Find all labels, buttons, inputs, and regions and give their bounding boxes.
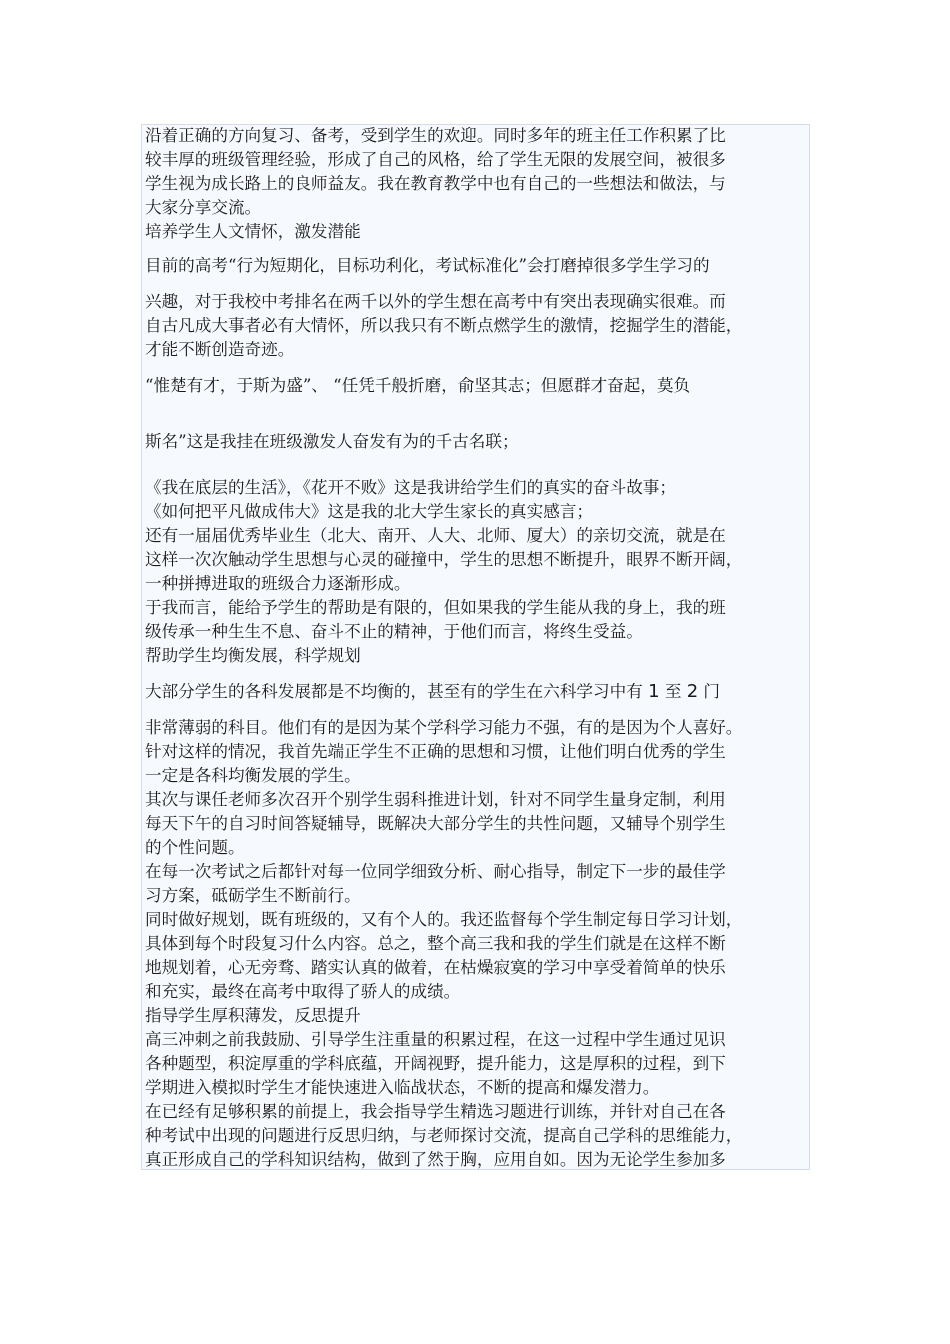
text-line: 真正形成自己的学科知识结构，做到了然于胸，应用自如。因为无论学生参加多 — [145, 1150, 726, 1169]
section-heading-balance: 帮助学生均衡发展，科学规划 — [145, 646, 361, 665]
text-line: 每天下午的自习时间答疑辅导，既解决大部分学生的共性问题，又辅导个别学生 — [145, 814, 726, 833]
text-line: 《我在底层的生活》，《花开不败》这是我讲给学生们的真实的奋斗故事； — [145, 478, 676, 497]
number-two: 2 — [686, 681, 699, 702]
text-line: 在已经有足够积累的前提上，我会指导学生精选习题进行训练，并针对自己在各 — [145, 1102, 726, 1121]
text-line: 在每一次考试之后都针对每一位同学细致分析、耐心指导，制定下一步的最佳学 — [145, 862, 726, 881]
text-line: 斯名”这是我挂在班级激发人奋发有为的千古名联； — [145, 432, 519, 451]
text-fragment: 门 — [698, 682, 721, 701]
section-heading-humanities: 培养学生人文情怀，激发潜能 — [145, 222, 361, 241]
paragraph-accumulate — [145, 1028, 817, 1172]
text-line: 级传承一种生生不息、奋斗不止的精神，于他们而言，将终生受益。 — [145, 622, 643, 641]
text-line: 才能不断创造奇迹。 — [145, 340, 295, 359]
text-line: 和充实，最终在高考中取得了骄人的成绩。 — [145, 982, 461, 1001]
text-fragment: 大部分学生的各科发展都是不均衡的，甚至有的学生在六科学习中有 — [145, 682, 649, 701]
text-line: 地规划着，心无旁骛、踏实认真的做着，在枯燥寂寞的学习中享受着简单的快乐 — [145, 958, 726, 977]
text-fragment: 至 — [659, 682, 687, 701]
text-line: 学生视为成长路上的良师益友。我在教育教学中也有自己的一些想法和做法，与 — [145, 174, 726, 193]
text-line: 习方案，砥砺学生不断前行。 — [145, 886, 361, 905]
text-line: 《如何把平凡做成伟大》这是我的北大学生家长的真实感言； — [145, 502, 594, 521]
paragraph-couplet — [145, 374, 817, 398]
text-line: 大家分享交流。 — [145, 198, 262, 217]
document-body — [145, 124, 817, 1172]
text-line: 目前的高考“行为短期化，目标功利化，考试标准化”会打磨掉很多学生学习的 — [145, 256, 710, 275]
text-line: 还有一届届优秀毕业生（北大、南开、人大、北师、厦大）的亲切交流，就是在 — [145, 526, 726, 545]
text-line — [145, 680, 817, 704]
text-line: 兴趣，对于我校中考排名在两千以外的学生想在高考中有突出表现确实很难。而 — [145, 292, 726, 311]
text-line: 高三冲刺之前我鼓励、引导学生注重量的积累过程，在这一过程中学生通过见识 — [145, 1030, 726, 1049]
text-line: 学期进入模拟时学生才能快速进入临战状态，不断的提高和爆发潜力。 — [145, 1078, 660, 1097]
paragraph-ambition — [145, 290, 817, 362]
section-heading-accumulate: 指导学生厚积薄发，反思提升 — [145, 1006, 361, 1025]
text-line: 非常薄弱的科目。他们有的是因为某个学科学习能力不强，有的是因为个人喜好。 — [145, 718, 743, 737]
text-line: 的个性问题。 — [145, 838, 245, 857]
paragraph-planning — [145, 716, 817, 1004]
number-one: 1 — [648, 681, 660, 702]
paragraph-intro — [145, 124, 817, 220]
text-line: 具体到每个时段复习什么内容。总之，整个高三我和我的学生们就是在这样不断 — [145, 934, 726, 953]
paragraph-stories — [145, 476, 817, 644]
text-line: 一定是各科均衡发展的学生。 — [145, 766, 361, 785]
text-line: “惟楚有才，于斯为盛”、 “任凭千般折磨，俞坚其志；但愿群才奋起，莫负 — [145, 376, 691, 395]
text-line: 沿着正确的方向复习、备考，受到学生的欢迎。同时多年的班主任工作积累了比 — [145, 126, 726, 145]
text-line: 于我而言，能给予学生的帮助是有限的，但如果我的学生能从我的身上，我的班 — [145, 598, 726, 617]
paragraph-gaokao — [145, 254, 817, 278]
text-line: 针对这样的情况，我首先端正学生不正确的思想和习惯，让他们明白优秀的学生 — [145, 742, 726, 761]
text-line: 其次与课任老师多次召开个别学生弱科推进计划，针对不同学生量身定制，利用 — [145, 790, 726, 809]
text-line: 种考试中出现的问题进行反思归纳，与老师探讨交流，提高自己学科的思维能力， — [145, 1126, 743, 1145]
text-line: 一种拼搏进取的班级合力逐渐形成。 — [145, 574, 411, 593]
paragraph-couplet-cont — [145, 430, 817, 454]
text-line: 同时做好规划，既有班级的，又有个人的。我还监督每个学生制定每日学习计划， — [145, 910, 743, 929]
text-line: 这样一次次触动学生思想与心灵的碰撞中，学生的思想不断提升，眼界不断开阔， — [145, 550, 743, 569]
text-line: 较丰厚的班级管理经验，形成了自己的风格，给了学生无限的发展空间，被很多 — [145, 150, 726, 169]
text-line: 自古凡成大事者必有大情怀，所以我只有不断点燃学生的激情，挖掘学生的潜能， — [145, 316, 743, 335]
paragraph-unbalanced — [145, 680, 817, 704]
text-line: 各种题型，积淀厚重的学科底蕴，开阔视野，提升能力，这是厚积的过程，到下 — [145, 1054, 726, 1073]
